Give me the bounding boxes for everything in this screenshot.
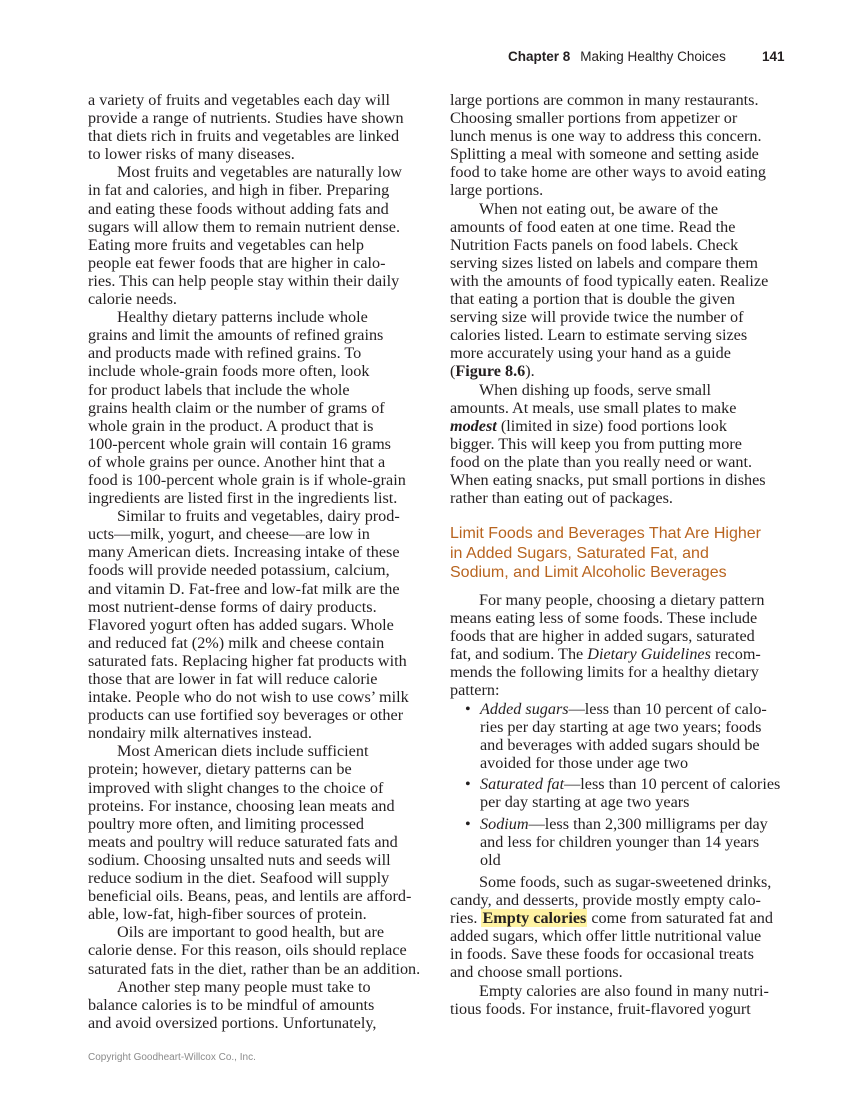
text-line: [450, 326, 768, 344]
text-span: products can use fortified soy beverages or other: [88, 706, 404, 725]
text-span: mends the following limits for a healthy dietary: [450, 663, 759, 682]
paragraph: [450, 91, 768, 200]
text-line: [88, 127, 420, 145]
text-line: [88, 760, 420, 778]
text-line: [450, 362, 768, 380]
text-line: [480, 793, 780, 811]
paragraph: [88, 923, 420, 977]
text-line: [450, 272, 768, 290]
text-span: Healthy dietary patterns include whole: [117, 308, 368, 327]
text-line: [450, 627, 764, 645]
text-line: [450, 145, 768, 163]
section-heading: [450, 524, 761, 583]
text-line: [450, 663, 764, 681]
text-line: [450, 417, 768, 435]
text-span: lunch menus is one way to address this concern.: [450, 127, 762, 146]
text-line: [450, 236, 768, 254]
text-line: [88, 435, 420, 453]
text-span: in fat and calories, and high in fiber. Preparing: [88, 181, 390, 200]
text-span: —less than 2,300 milligrams per day: [528, 814, 768, 833]
text-line: [88, 236, 420, 254]
text-line: [88, 109, 420, 127]
text-span: calorie needs.: [88, 290, 177, 309]
text-line: [88, 381, 420, 399]
emphasis-text: modest: [450, 416, 497, 435]
text-line: [88, 869, 420, 887]
text-line: [450, 127, 768, 145]
text-span: Oils are important to good health, but are: [117, 923, 385, 942]
emphasis-text: Added sugars: [480, 700, 569, 718]
text-span: recom-: [710, 645, 761, 664]
text-span: intake. People who do not wish to use cows’ milk: [88, 688, 409, 707]
text-span: come from saturated fat and: [587, 909, 773, 928]
text-span: Choosing smaller portions from appetizer or: [450, 109, 738, 128]
text-line: [88, 543, 420, 561]
text-span: Similar to fruits and vegetables, dairy prod-: [117, 507, 400, 526]
text-span: sodium. Choosing unsalted nuts and seeds will: [88, 850, 391, 869]
paragraph: [88, 742, 420, 923]
empty-calories-text: [450, 873, 773, 1018]
text-line: [88, 272, 420, 290]
left-column: [88, 91, 420, 1032]
text-span: in foods. Save these foods for occasional treats: [450, 945, 754, 964]
text-span: fat, and sodium. The: [450, 645, 588, 664]
text-line: [88, 779, 420, 797]
text-span: food on the plate than you really need or want.: [450, 452, 753, 471]
text-span: candy, and desserts, provide mostly empty calo-: [450, 891, 761, 910]
bullet-item: [450, 775, 780, 811]
text-line: [450, 609, 764, 627]
text-span: poultry more often, and limiting processed: [88, 814, 365, 833]
text-line: [88, 200, 420, 218]
text-span: Splitting a meal with someone and setting aside: [450, 145, 759, 164]
text-span: those that are lower in fat will reduce calorie: [88, 670, 378, 688]
text-line: [88, 489, 420, 507]
text-line: [450, 891, 773, 909]
text-span: amounts. At meals, use small plates to make: [450, 398, 737, 417]
chapter-title: Making Healthy Choices: [580, 49, 726, 64]
text-line: [88, 941, 420, 959]
text-line: [88, 905, 420, 923]
text-line: [88, 145, 420, 163]
right-column-top: [450, 91, 768, 507]
bullet-item: [450, 815, 780, 869]
paragraph: [450, 381, 768, 508]
text-span: bigger. This will keep you from putting more: [450, 434, 742, 453]
text-span: foods that are higher in added sugars, saturated: [450, 627, 755, 646]
text-span: serving sizes listed on labels and compare them: [450, 253, 758, 272]
text-line: [88, 923, 420, 941]
text-span: many American diets. Increasing intake of these: [88, 543, 400, 562]
bullet-icon: •: [465, 775, 471, 794]
text-line: [450, 109, 768, 127]
text-line: [480, 700, 780, 718]
text-line: [450, 91, 768, 109]
heading-line: Limit Foods and Beverages That Are Higher: [450, 525, 761, 542]
bullet-item: [450, 700, 780, 772]
text-span: saturated fats in the diet, rather than be an addition.: [88, 959, 421, 978]
text-span: large portions.: [450, 181, 544, 200]
bullet-icon: •: [465, 814, 471, 833]
paragraph: [450, 591, 764, 700]
text-span: pattern:: [450, 681, 500, 700]
text-span: calorie dense. For this reason, oils should replace: [88, 941, 407, 960]
text-line: [88, 815, 420, 833]
text-line: [480, 754, 780, 772]
text-line: [88, 580, 420, 598]
text-span: more accurately using your hand as a guide: [450, 344, 731, 363]
text-line: [88, 507, 420, 525]
text-span: serving size will provide twice the number of: [450, 308, 744, 327]
text-span: protein; however, dietary patterns can be: [88, 760, 352, 779]
text-span: people eat fewer foods that are higher in calo-: [88, 253, 386, 272]
text-line: [450, 645, 764, 663]
text-line: [88, 706, 420, 724]
paragraph: [450, 873, 773, 982]
text-span: (: [450, 362, 456, 381]
text-span: Most American diets include sufficient: [117, 742, 369, 761]
text-line: [88, 887, 420, 905]
text-span: When dishing up foods, serve small: [479, 380, 711, 399]
text-span: 100-percent whole grain will contain 16 grams: [88, 434, 391, 453]
bullet-icon: •: [465, 700, 471, 718]
text-span: —less than 10 percent of calo-: [568, 700, 767, 718]
paragraph: [88, 507, 420, 742]
text-span: and reduced fat (2%) milk and cheese contain: [88, 633, 385, 652]
text-span: and eating these foods without adding fats and: [88, 199, 389, 218]
text-line: [88, 163, 420, 181]
text-line: [450, 218, 768, 236]
text-span: with the amounts of food typically eaten. Realize: [450, 271, 769, 290]
text-line: [450, 453, 768, 471]
text-span: meats and poultry will reduce saturated fats and: [88, 832, 398, 851]
paragraph: [88, 163, 420, 308]
text-line: [88, 960, 420, 978]
text-line: [480, 718, 780, 736]
text-span: proteins. For instance, choosing lean meats and: [88, 796, 395, 815]
text-span: food is 100-percent whole grain is if whole-grain: [88, 470, 406, 489]
text-line: [88, 326, 420, 344]
text-span: per day starting at age two years: [480, 793, 690, 812]
text-line: [450, 1000, 773, 1018]
text-span: and beverages with added sugars should be: [480, 736, 760, 755]
text-line: [88, 561, 420, 579]
text-line: [88, 652, 420, 670]
emphasis-text: Dietary Guidelines: [587, 645, 711, 664]
text-span: ries. This can help people stay within their daily: [88, 271, 400, 290]
text-span: added sugars, which offer little nutritional value: [450, 927, 762, 946]
text-span: ).: [525, 362, 535, 381]
text-span: beneficial oils. Beans, peas, and lentils are afford-: [88, 887, 412, 906]
text-span: Another step many people must take to: [117, 977, 371, 996]
paragraph: [88, 978, 420, 1032]
text-span: and less for children younger than 14 years: [480, 832, 760, 851]
text-span: ucts—milk, yogurt, and cheese—are low in: [88, 525, 370, 544]
text-span: that eating a portion that is double the given: [450, 290, 736, 309]
text-line: [450, 909, 773, 927]
text-line: [88, 598, 420, 616]
text-line: [450, 254, 768, 272]
copyright-footer: Copyright Goodheart-Willcox Co., Inc.: [88, 1052, 256, 1063]
text-line: [450, 963, 773, 981]
text-span: ingredients are listed first in the ingredients list.: [88, 489, 398, 508]
text-line: [480, 775, 780, 793]
text-span: of whole grains per ounce. Another hint that a: [88, 452, 386, 471]
text-line: [88, 362, 420, 380]
paragraph: [88, 91, 420, 163]
paragraph: [450, 200, 768, 381]
heading-line: Sodium, and Limit Alcoholic Beverages: [450, 564, 727, 581]
text-span: that diets rich in fruits and vegetables are linked: [88, 127, 400, 146]
text-line: [450, 471, 768, 489]
text-line: [450, 945, 773, 963]
text-span: most nutrient-dense forms of dairy products.: [88, 597, 377, 616]
text-span: (limited in size) food portions look: [496, 416, 727, 435]
text-line: [88, 833, 420, 851]
text-span: grains health claim or the number of grams of: [88, 398, 385, 417]
key-term-highlight: Empty calories: [482, 909, 587, 928]
text-span: For many people, choosing a dietary pattern: [479, 591, 765, 609]
limits-bullet-list: [450, 700, 780, 872]
text-line: [88, 1014, 420, 1032]
text-line: [450, 435, 768, 453]
text-line: [450, 873, 773, 891]
text-line: [88, 417, 420, 435]
text-span: rather than eating out of packages.: [450, 489, 673, 508]
text-line: [450, 181, 768, 199]
text-span: large portions are common in many restaurants.: [450, 91, 759, 109]
text-span: foods will provide needed potassium, calcium,: [88, 561, 390, 580]
text-span: avoided for those under age two: [480, 754, 689, 773]
text-line: [480, 815, 780, 833]
text-line: [450, 591, 764, 609]
text-line: [88, 91, 420, 109]
text-line: [88, 308, 420, 326]
text-line: [88, 290, 420, 308]
text-line: [450, 681, 764, 699]
text-span: old: [480, 850, 501, 869]
text-line: [450, 982, 773, 1000]
text-span: amounts of food eaten at one time. Read the: [450, 217, 736, 236]
text-line: [88, 525, 420, 543]
text-span: ries.: [450, 909, 482, 928]
text-span: Most fruits and vegetables are naturally low: [117, 163, 402, 182]
text-span: When not eating out, be aware of the: [479, 199, 719, 218]
emphasis-text: Sodium: [480, 814, 529, 833]
text-line: [88, 616, 420, 634]
text-line: [88, 453, 420, 471]
text-span: reduce sodium in the diet. Seafood will supply: [88, 869, 390, 888]
text-span: Some foods, such as sugar-sweetened drinks,: [479, 873, 772, 891]
text-line: [450, 344, 768, 362]
text-span: provide a range of nutrients. Studies have shown: [88, 109, 404, 128]
text-span: tious foods. For instance, fruit-flavored yogurt: [450, 999, 751, 1018]
text-span: When eating snacks, put small portions in dishes: [450, 470, 766, 489]
text-span: calories listed. Learn to estimate serving sizes: [450, 326, 748, 345]
text-line: [88, 797, 420, 815]
text-line: [88, 742, 420, 760]
text-span: and choose small portions.: [450, 963, 623, 982]
text-span: and avoid oversized portions. Unfortunately,: [88, 1013, 377, 1032]
page-number: 141: [762, 49, 785, 64]
text-line: [88, 181, 420, 199]
text-span: saturated fats. Replacing higher fat products with: [88, 651, 407, 670]
paragraph: [450, 982, 773, 1018]
text-span: means eating less of some foods. These include: [450, 609, 758, 628]
text-span: ries per day starting at age two years; foods: [480, 718, 762, 737]
emphasis-text: Saturated fat: [480, 775, 565, 794]
text-line: [450, 163, 768, 181]
text-line: [450, 200, 768, 218]
text-line: [450, 489, 768, 507]
text-line: [88, 724, 420, 742]
text-span: Eating more fruits and vegetables can help: [88, 235, 364, 254]
running-header: [508, 49, 785, 64]
text-span: to lower risks of many diseases.: [88, 145, 295, 164]
text-line: [88, 851, 420, 869]
text-span: and vitamin D. Fat-free and low-fat milk are the: [88, 579, 400, 598]
text-line: [450, 308, 768, 326]
text-span: Empty calories are also found in many nutri-: [479, 981, 769, 1000]
text-span: balance calories is to be mindful of amounts: [88, 995, 375, 1014]
text-span: include whole-grain foods more often, look: [88, 362, 370, 381]
text-line: [88, 254, 420, 272]
text-span: Flavored yogurt often has added sugars. Whole: [88, 615, 394, 634]
text-line: [450, 927, 773, 945]
text-line: [480, 736, 780, 754]
emphasis-text: Figure 8.6: [455, 362, 526, 381]
text-span: a variety of fruits and vegetables each day will: [88, 91, 391, 109]
text-span: and products made with refined grains. To: [88, 344, 362, 363]
text-span: able, low-fat, high-fiber sources of protein.: [88, 905, 367, 924]
text-span: whole grain in the product. A product that is: [88, 416, 374, 435]
text-span: grains and limit the amounts of refined grains: [88, 326, 384, 345]
text-span: sugars will allow them to remain nutrient dense.: [88, 217, 400, 236]
text-line: [88, 996, 420, 1014]
text-span: nondairy milk alternatives instead.: [88, 724, 312, 743]
section-intro: [450, 591, 764, 700]
text-span: for product labels that include the whole: [88, 380, 350, 399]
text-line: [480, 833, 780, 851]
text-line: [88, 634, 420, 652]
text-line: [88, 471, 420, 489]
text-line: [450, 381, 768, 399]
text-line: [88, 344, 420, 362]
paragraph: [88, 308, 420, 507]
text-line: [450, 399, 768, 417]
text-line: [480, 851, 780, 869]
text-line: [88, 978, 420, 996]
chapter-number: Chapter 8: [508, 49, 571, 64]
text-line: [88, 670, 420, 688]
heading-line: in Added Sugars, Saturated Fat, and: [450, 544, 709, 562]
text-span: —less than 10 percent of calories: [564, 775, 781, 794]
text-span: food to take home are other ways to avoid eating: [450, 163, 767, 182]
text-span: improved with slight changes to the choice of: [88, 778, 384, 797]
text-line: [88, 399, 420, 417]
text-span: Nutrition Facts panels on food labels. Check: [450, 235, 739, 254]
text-line: [88, 688, 420, 706]
text-line: [88, 218, 420, 236]
text-line: [450, 290, 768, 308]
